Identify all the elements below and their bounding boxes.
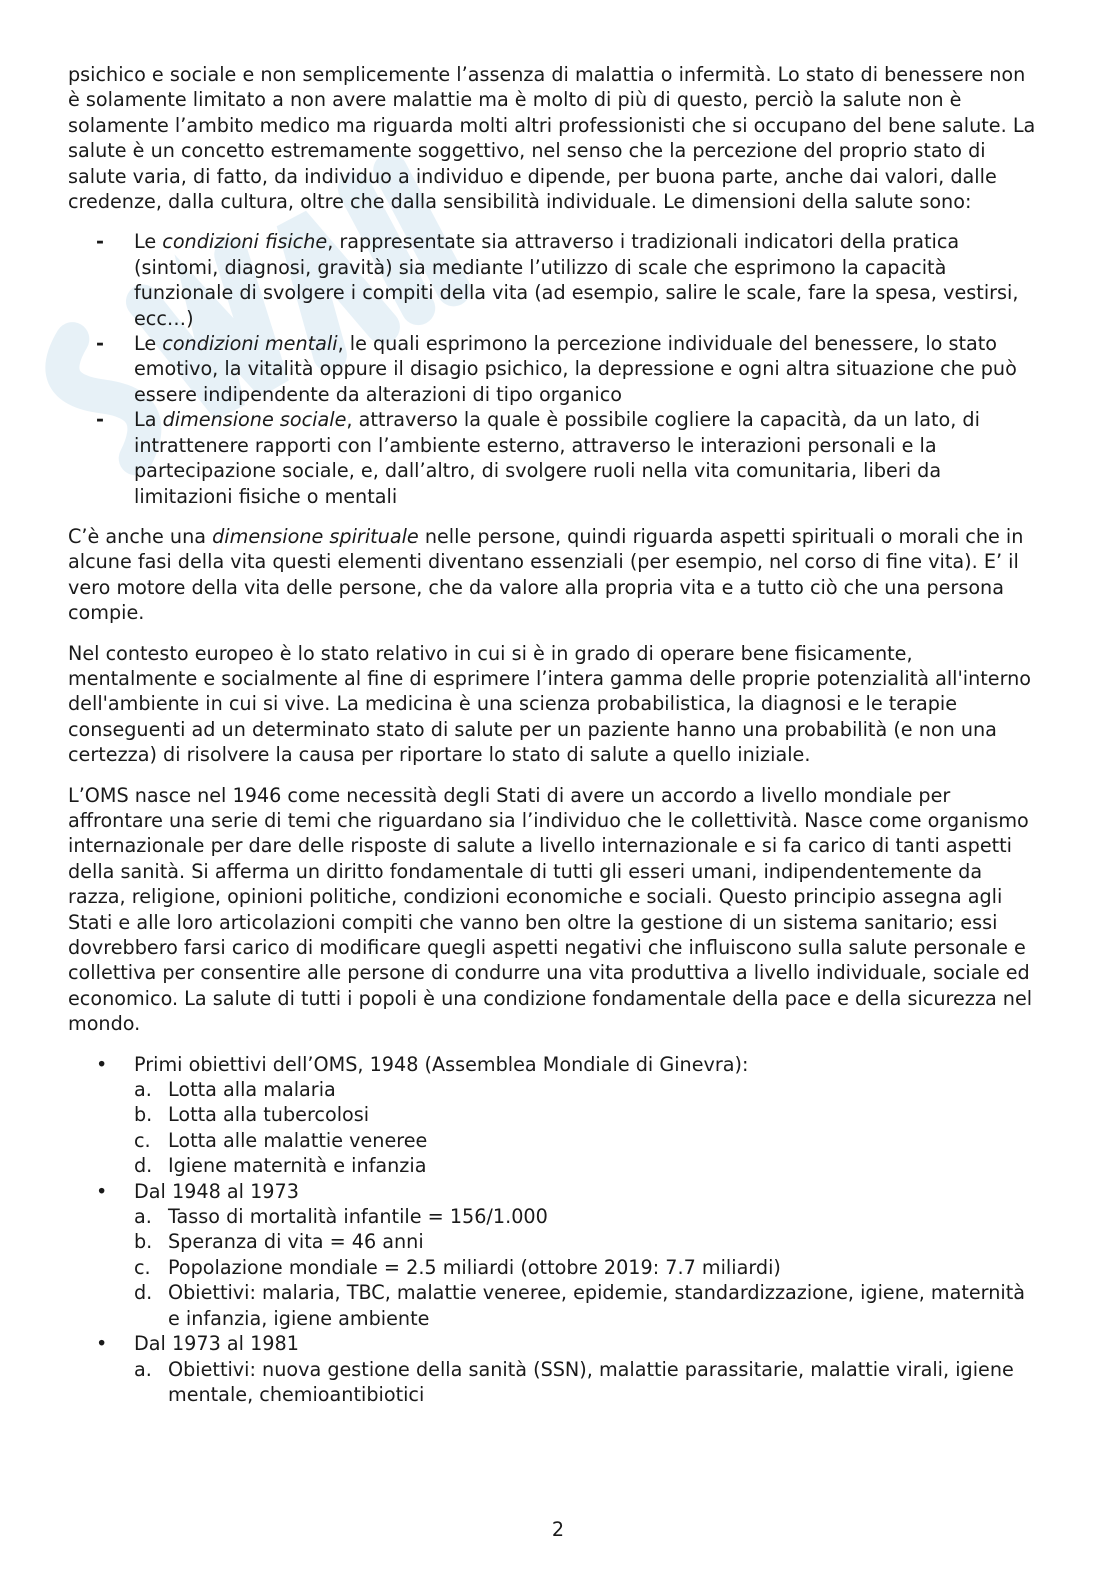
page-number: 2 <box>551 1518 565 1541</box>
dash-marker: - <box>96 408 104 432</box>
sublist-item: b. Lotta alla tubercolosi <box>134 1103 370 1127</box>
bullet-marker: • <box>96 1179 108 1203</box>
bullet-marker: • <box>96 1332 108 1356</box>
list-item <box>68 1052 1040 1179</box>
term-emphasis: dimensione spirituale <box>212 524 419 548</box>
list-item <box>68 1331 1040 1407</box>
sublist-item: a. Lotta alla malaria <box>134 1078 336 1102</box>
sublist-item: a. Obiettivi: nuova gestione della sanità (SSN), malattie parassitarie, malattie virali, igiene mentale, chemioantibiotici <box>134 1357 1014 1406</box>
sublist-item: c. Popolazione mondiale = 2.5 miliardi (ottobre 2019: 7.7 miliardi) <box>134 1255 781 1279</box>
group-title: Dal 1973 al 1981 <box>134 1332 299 1356</box>
list-item: - La dimensione sociale, attraverso la quale è possibile cogliere la capacità, da un lato, di intrattenere rapporti con l’ambiente esterno, attraverso le interazioni personali e la partecipazione sociale, e, dall’altro, di svolgere ruoli nella vita comunitaria, liberi da limitazioni fisiche o mentali <box>96 408 980 508</box>
sublist-item: c. Lotta alle malattie veneree <box>134 1128 428 1152</box>
group-title: Primi obiettivi dell’OMS, 1948 (Assemblea Mondiale di Ginevra): <box>134 1052 749 1076</box>
sublist <box>134 1357 1040 1408</box>
oms-timeline-list <box>68 1052 1040 1408</box>
document-page <box>68 62 1040 1407</box>
group-title: Dal 1948 al 1973 <box>134 1179 299 1203</box>
sublist-item: b. Speranza di vita = 46 anni <box>134 1230 424 1254</box>
list-item: - Le condizioni mentali, le quali esprimono la percezione individuale del benessere, lo stato emotivo, la vitalità oppure il disagio psichico, la depressione e ogni altra situazione che può essere indipendente da alterazioni di tipo organico <box>96 332 1017 406</box>
sublist-item: a. Tasso di mortalità infantile = 156/1.000 <box>134 1205 548 1229</box>
sublist <box>134 1077 1040 1179</box>
dash-marker: - <box>96 332 104 356</box>
term-emphasis: condizioni mentali <box>162 332 338 356</box>
paragraph-oms: L’OMS nasce nel 1946 come necessità degli Stati di avere un accordo a livello mondiale per affrontare una serie di temi che riguardano sia l’individuo che le collettività. Nasce come organismo internazionale per dare delle risposte di salute a livello internazionale e si fa carico di tanti aspetti della sanità. Si afferma un diritto fondamentale di tutti gli esseri umani, indipendentemente da razza, religione, opinioni politiche, condizioni economiche e sociali. Questo principio assegna agli Stati e alle loro articolazioni compiti che vanno ben oltre la gestione di un sistema sanitario; essi dovrebbero farsi carico di modificare quegli aspetti negativi che influiscono sulla salute personale e collettiva per consentire alle persone di condurre una vita produttiva a livello individuale, sociale ed economico. La salute di tutti i popoli è una condizione fondamentale della pace e della sicurezza nel mondo. <box>68 783 1033 1036</box>
paragraph-european-context: Nel contesto europeo è lo stato relativo in cui si è in grado di operare bene fisicamente, mentalmente e socialmente al fine di esprimere l’intera gamma delle proprie potenzialità all'interno dell'ambiente in cui si vive. La medicina è una scienza probabilistica, la diagnosi e le terapie conseguenti ad un determinato stato di salute per un paziente hanno una probabilità (e non una certezza) di risolvere la causa per riportare lo stato di salute a quello iniziale. <box>68 641 1032 767</box>
list-item: - Le condizioni fisiche, rappresentate sia attraverso i tradizionali indicatori della pratica (sintomi, diagnosi, gravità) sia mediante l’utilizzo di scale che esprimono la capacità funzionale di svolgere i compiti della vita (ad esempio, salire le scale, fare la spesa, vestirsi, ecc…) <box>96 230 1019 330</box>
bullet-marker: • <box>96 1052 108 1076</box>
list-item <box>68 1179 1040 1331</box>
paragraph-spiritual-dimension: C’è anche una dimensione spirituale nelle persone, quindi riguarda aspetti spirituali o morali che in alcune fasi della vita questi elementi diventano essenziali (per esempio, nel corso di fine vita). E’ il vero motore della vita delle persone, che da valore alla propria vita e a tutto ciò che una persona compie. <box>68 524 1024 625</box>
dash-marker: - <box>96 230 104 254</box>
paragraph-health-definition: psichico e sociale e non semplicemente l’assenza di malattia o infermità. Lo stato di benessere non è solamente limitato a non avere malattie ma è molto di più di questo, perciò la salute non è solamente l’ambito medico ma riguarda molti altri professionisti che si occupano del bene salute. La salute è un concetto estremamente soggettivo, nel senso che la percezione del proprio stato di salute varia, di fatto, da individuo a individuo e dipende, per buona parte, anche dai valori, dalle credenze, dalla cultura, oltre che dalla sensibilità individuale. Le dimensioni della salute sono: <box>68 63 1036 214</box>
term-emphasis: condizioni fisiche <box>162 230 328 254</box>
sublist <box>134 1204 1040 1331</box>
sublist-item: d. Igiene maternità e infanzia <box>134 1154 427 1178</box>
sublist-item: d. Obiettivi: malaria, TBC, malattie veneree, epidemie, standardizzazione, igiene, maternità e infanzia, igiene ambiente <box>134 1281 1026 1330</box>
health-dimensions-list <box>68 229 1040 508</box>
term-emphasis: dimensione sociale <box>162 408 347 432</box>
